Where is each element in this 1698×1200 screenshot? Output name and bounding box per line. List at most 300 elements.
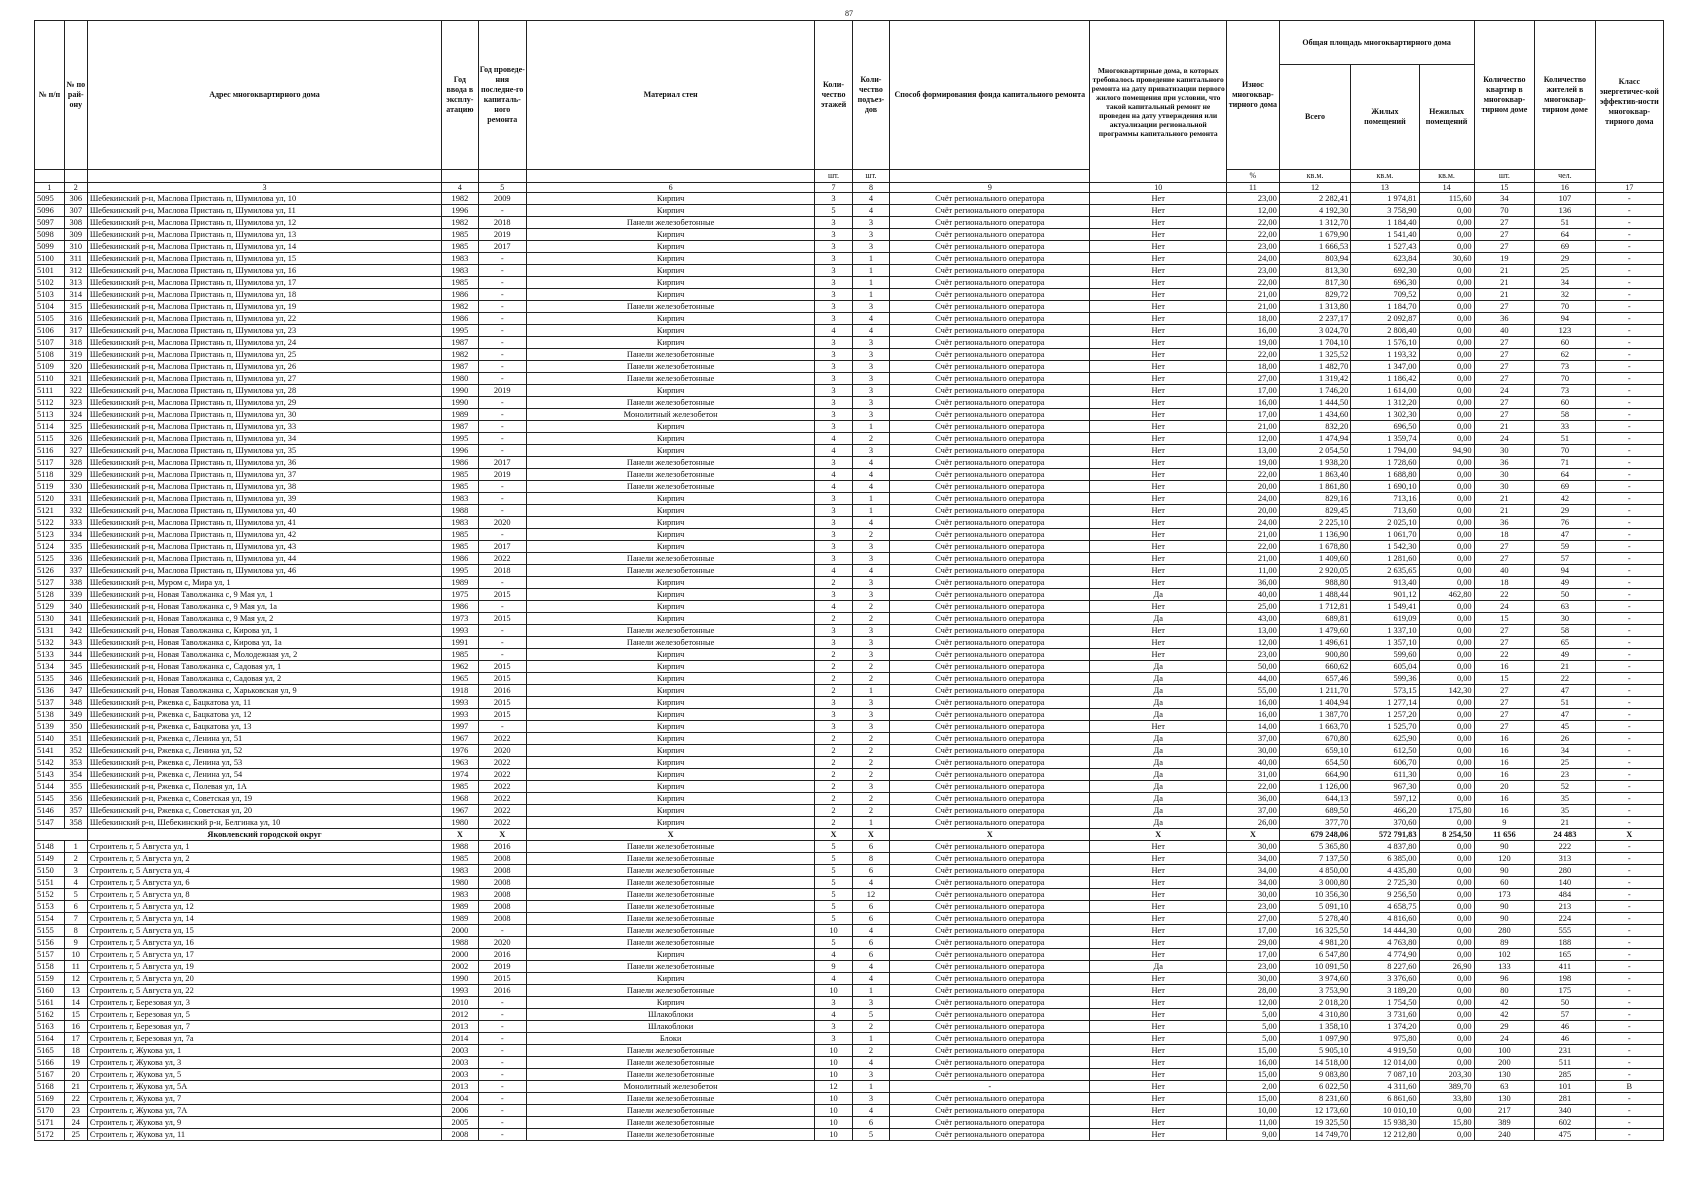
cell-repair-required: Нет [1090,289,1226,301]
cell-wall-material: Кирпич [526,577,814,589]
col-header-fund-method: Способ формирования фонда капитального ремонта [890,21,1090,170]
cell-residents: 25 [1535,265,1596,277]
cell-area-total: 5 091,10 [1279,901,1351,913]
cell-wear: 10,00 [1226,1105,1279,1117]
cell-address: Шебекинский р-н, Новая Таволжанка с, Садовая ул, 2 [87,673,441,685]
cell-fund-method: Счёт регионального оператора [890,637,1090,649]
unit-floors: шт. [815,170,852,183]
cell-last-repair: - [478,313,526,325]
cell-row-num: 5143 [35,769,65,781]
cell-address: Строитель г, 5 Августа ул, 2 [87,853,441,865]
cell-area-living: 4 816,60 [1351,913,1419,925]
cell-area-living: 619,09 [1351,613,1419,625]
cell-last-repair: 2022 [478,757,526,769]
cell-area-living: 12 014,00 [1351,1057,1419,1069]
cell-energy-class: - [1595,709,1663,721]
cell-row-num: 5129 [35,601,65,613]
cell-wall-material: Кирпич [526,709,814,721]
table-row [35,1081,1664,1093]
table-row [35,709,1664,721]
cell-floors: 3 [815,721,852,733]
column-number: 14 [1419,183,1474,193]
cell-address: Строитель г, Жукова ул, 9 [87,1117,441,1129]
cell-area-living: 1 525,70 [1351,721,1419,733]
cell-address: Шебекинский р-н, Маслова Пристань п, Шумилова ул, 28 [87,385,441,397]
cell-address: Шебекинский р-н, Маслова Пристань п, Шумилова ул, 37 [87,469,441,481]
cell-area-total: 1 313,80 [1279,301,1351,313]
cell-district-num: 315 [64,301,87,313]
cell-fund-method: Счёт регионального оператора [890,1069,1090,1081]
cell-wall-material: Панели железобетонные [526,481,814,493]
cell-wear: 29,00 [1226,937,1279,949]
cell-district-num: 330 [64,481,87,493]
table-row [35,445,1664,457]
column-number: 13 [1351,183,1419,193]
cell-area-living: 1 184,40 [1351,217,1419,229]
cell-district-num: 14 [64,997,87,1009]
cell-area-nonliving: 0,00 [1419,457,1474,469]
cell-floors: 4 [815,949,852,961]
cell-last-repair: 2016 [478,841,526,853]
cell-entrances: 3 [852,385,889,397]
cell-wear: 23,00 [1226,193,1279,205]
cell-row-num: 5141 [35,745,65,757]
cell-district-num: 351 [64,733,87,745]
cell-row-num: 5139 [35,721,65,733]
cell-row-num: 5138 [35,709,65,721]
section-x: X [1595,829,1663,841]
cell-area-nonliving: 0,00 [1419,1021,1474,1033]
cell-residents: 23 [1535,769,1596,781]
cell-repair-required: Нет [1090,529,1226,541]
cell-last-repair: - [478,409,526,421]
cell-flats: 19 [1474,253,1535,265]
cell-year-built: 1985 [442,277,478,289]
cell-row-num: 5134 [35,661,65,673]
cell-row-num: 5116 [35,445,65,457]
cell-district-num: 9 [64,937,87,949]
table-row [35,877,1664,889]
cell-wall-material: Панели железобетонные [526,961,814,973]
cell-year-built: 1987 [442,421,478,433]
cell-area-total: 1 409,60 [1279,553,1351,565]
cell-year-built: 2013 [442,1021,478,1033]
cell-repair-required: Нет [1090,301,1226,313]
cell-wall-material: Кирпич [526,517,814,529]
cell-district-num: 332 [64,505,87,517]
cell-year-built: 1987 [442,337,478,349]
cell-area-nonliving: 142,30 [1419,685,1474,697]
cell-last-repair: - [478,361,526,373]
cell-row-num: 5156 [35,937,65,949]
cell-area-living: 4 763,80 [1351,937,1419,949]
cell-wall-material: Панели железобетонные [526,625,814,637]
cell-flats: 173 [1474,889,1535,901]
cell-entrances: 1 [852,985,889,997]
cell-last-repair: 2017 [478,541,526,553]
cell-floors: 10 [815,1117,852,1129]
cell-repair-required: Нет [1090,421,1226,433]
cell-floors: 2 [815,793,852,805]
cell-area-nonliving: 0,00 [1419,409,1474,421]
table-row [35,1093,1664,1105]
cell-area-living: 2 025,10 [1351,517,1419,529]
cell-district-num: 15 [64,1009,87,1021]
cell-fund-method: Счёт регионального оператора [890,565,1090,577]
table-row [35,853,1664,865]
cell-district-num: 17 [64,1033,87,1045]
cell-fund-method: Счёт регионального оператора [890,781,1090,793]
cell-flats: 40 [1474,325,1535,337]
cell-energy-class: В [1595,1081,1663,1093]
cell-area-living: 597,12 [1351,793,1419,805]
cell-flats: 21 [1474,277,1535,289]
cell-energy-class: - [1595,817,1663,829]
section-x: X [478,829,526,841]
cell-fund-method: Счёт регионального оператора [890,277,1090,289]
cell-wear: 23,00 [1226,961,1279,973]
cell-district-num: 345 [64,661,87,673]
cell-residents: 484 [1535,889,1596,901]
cell-entrances: 2 [852,433,889,445]
cell-wall-material: Кирпич [526,493,814,505]
cell-energy-class: - [1595,961,1663,973]
cell-district-num: 338 [64,577,87,589]
cell-floors: 2 [815,673,852,685]
column-number: 4 [442,183,478,193]
cell-year-built: 1983 [442,493,478,505]
cell-entrances: 2 [852,601,889,613]
cell-area-nonliving: 0,00 [1419,781,1474,793]
cell-fund-method: Счёт регионального оператора [890,541,1090,553]
cell-district-num: 314 [64,289,87,301]
cell-row-num: 5111 [35,385,65,397]
cell-flats: 18 [1474,529,1535,541]
cell-flats: 22 [1474,649,1535,661]
cell-area-nonliving: 0,00 [1419,505,1474,517]
cell-wear: 16,00 [1226,325,1279,337]
cell-last-repair: 2022 [478,805,526,817]
cell-last-repair: 2020 [478,937,526,949]
cell-floors: 2 [815,613,852,625]
cell-year-built: 1976 [442,745,478,757]
cell-fund-method: Счёт регионального оператора [890,289,1090,301]
table-row [35,373,1664,385]
cell-repair-required: Нет [1090,1081,1226,1093]
cell-repair-required: Нет [1090,1057,1226,1069]
cell-wall-material: Панели железобетонные [526,1093,814,1105]
cell-row-num: 5132 [35,637,65,649]
cell-wall-material: Кирпич [526,781,814,793]
cell-wall-material: Кирпич [526,697,814,709]
cell-residents: 71 [1535,457,1596,469]
cell-area-total: 14 749,70 [1279,1129,1351,1141]
cell-area-total: 5 278,40 [1279,913,1351,925]
cell-year-built: 1988 [442,937,478,949]
cell-wear: 20,00 [1226,505,1279,517]
cell-floors: 3 [815,193,852,205]
cell-wall-material: Кирпич [526,337,814,349]
cell-wear: 12,00 [1226,637,1279,649]
cell-flats: 120 [1474,853,1535,865]
cell-repair-required: Нет [1090,1033,1226,1045]
unit-total: кв.м. [1279,170,1351,183]
cell-area-total: 377,70 [1279,817,1351,829]
cell-area-total: 1 387,70 [1279,709,1351,721]
cell-fund-method: Счёт регионального оператора [890,805,1090,817]
cell-residents: 136 [1535,205,1596,217]
cell-address: Строитель г, 5 Августа ул, 19 [87,961,441,973]
cell-area-living: 6 385,00 [1351,853,1419,865]
cell-area-total: 1 678,80 [1279,541,1351,553]
cell-floors: 3 [815,217,852,229]
cell-area-living: 2 635,65 [1351,565,1419,577]
cell-year-built: 1997 [442,721,478,733]
cell-residents: 22 [1535,673,1596,685]
cell-wall-material: Кирпич [526,793,814,805]
cell-district-num: 326 [64,433,87,445]
cell-district-num: 358 [64,817,87,829]
cell-fund-method: Счёт регионального оператора [890,469,1090,481]
cell-address: Шебекинский р-н, Маслова Пристань п, Шумилова ул, 36 [87,457,441,469]
col-header-area-living: Жилых помещений [1351,65,1419,170]
cell-year-built: 1975 [442,589,478,601]
cell-entrances: 2 [852,529,889,541]
cell-residents: 29 [1535,253,1596,265]
cell-wear: 17,00 [1226,385,1279,397]
cell-area-living: 599,60 [1351,649,1419,661]
cell-residents: 285 [1535,1069,1596,1081]
cell-area-living: 14 444,30 [1351,925,1419,937]
cell-row-num: 5161 [35,997,65,1009]
cell-area-living: 7 087,10 [1351,1069,1419,1081]
cell-fund-method: Счёт регионального оператора [890,1093,1090,1105]
cell-last-repair: - [478,289,526,301]
cell-last-repair: 2019 [478,385,526,397]
cell-area-living: 1 184,70 [1351,301,1419,313]
cell-area-total: 5 905,10 [1279,1045,1351,1057]
cell-area-nonliving: 0,00 [1419,493,1474,505]
cell-repair-required: Нет [1090,409,1226,421]
cell-fund-method: Счёт регионального оператора [890,1009,1090,1021]
cell-repair-required: Нет [1090,241,1226,253]
table-row [35,925,1664,937]
cell-row-num: 5099 [35,241,65,253]
cell-row-num: 5159 [35,973,65,985]
cell-district-num: 16 [64,1021,87,1033]
cell-year-built: 1995 [442,565,478,577]
cell-year-built: 1983 [442,253,478,265]
cell-wall-material: Кирпич [526,385,814,397]
cell-last-repair: - [478,1117,526,1129]
cell-entrances: 6 [852,937,889,949]
cell-entrances: 4 [852,1105,889,1117]
cell-area-total: 4 310,80 [1279,1009,1351,1021]
cell-repair-required: Нет [1090,361,1226,373]
cell-district-num: 350 [64,721,87,733]
table-row [35,637,1664,649]
cell-flats: 16 [1474,733,1535,745]
cell-area-living: 573,15 [1351,685,1419,697]
cell-last-repair: - [478,1129,526,1141]
section-x: X [890,829,1090,841]
cell-repair-required: Да [1090,817,1226,829]
cell-fund-method: Счёт регионального оператора [890,1057,1090,1069]
section-living-area: 572 791,83 [1351,829,1419,841]
cell-area-total: 6 022,50 [1279,1081,1351,1093]
cell-last-repair: 2022 [478,817,526,829]
column-number: 9 [890,183,1090,193]
cell-residents: 25 [1535,757,1596,769]
cell-entrances: 4 [852,205,889,217]
col-header-last-repair: Год проведе-ния последне-го капиталь-ного ремонта [478,21,526,170]
cell-energy-class: - [1595,973,1663,985]
cell-entrances: 3 [852,301,889,313]
cell-address: Шебекинский р-н, Маслова Пристань п, Шумилова ул, 10 [87,193,441,205]
column-number: 2 [64,183,87,193]
cell-repair-required: Да [1090,805,1226,817]
table-row [35,409,1664,421]
cell-year-built: 1985 [442,781,478,793]
cell-last-repair: 2022 [478,553,526,565]
cell-floors: 2 [815,661,852,673]
cell-area-living: 696,50 [1351,421,1419,433]
cell-wear: 22,00 [1226,277,1279,289]
cell-last-repair: - [478,397,526,409]
cell-area-living: 2 808,40 [1351,325,1419,337]
cell-address: Шебекинский р-н, Новая Таволжанка с, Молодежная ул, 2 [87,649,441,661]
cell-year-built: 1918 [442,685,478,697]
cell-floors: 4 [815,433,852,445]
column-number: 15 [1474,183,1535,193]
cell-address: Строитель г, 5 Августа ул, 1 [87,841,441,853]
cell-area-total: 3 753,90 [1279,985,1351,997]
column-number: 10 [1090,183,1226,193]
cell-fund-method: Счёт регионального оператора [890,385,1090,397]
cell-repair-required: Нет [1090,877,1226,889]
cell-address: Строитель г, 5 Августа ул, 8 [87,889,441,901]
cell-address: Строитель г, Жукова ул, 1 [87,1045,441,1057]
cell-entrances: 3 [852,553,889,565]
cell-entrances: 2 [852,805,889,817]
cell-area-nonliving: 0,00 [1419,385,1474,397]
cell-row-num: 5101 [35,265,65,277]
cell-year-built: 1985 [442,529,478,541]
cell-wear: 18,00 [1226,313,1279,325]
cell-fund-method: Счёт регионального оператора [890,1021,1090,1033]
cell-energy-class: - [1595,601,1663,613]
cell-address: Строитель г, Березовая ул, 3 [87,997,441,1009]
cell-area-total: 6 547,80 [1279,949,1351,961]
cell-repair-required: Нет [1090,721,1226,733]
cell-flats: 27 [1474,349,1535,361]
cell-wall-material: Панели железобетонные [526,865,814,877]
cell-residents: 60 [1535,397,1596,409]
cell-last-repair: 2022 [478,733,526,745]
cell-row-num: 5149 [35,853,65,865]
cell-entrances: 12 [852,889,889,901]
cell-address: Шебекинский р-н, Маслова Пристань п, Шумилова ул, 39 [87,493,441,505]
cell-wall-material: Панели железобетонные [526,217,814,229]
cell-area-living: 4 311,60 [1351,1081,1419,1093]
cell-residents: 59 [1535,541,1596,553]
cell-area-nonliving: 0,00 [1419,721,1474,733]
cell-district-num: 325 [64,421,87,433]
cell-area-living: 625,90 [1351,733,1419,745]
cell-fund-method: Счёт регионального оператора [890,529,1090,541]
cell-wall-material: Шлакоблоки [526,1009,814,1021]
cell-residents: 511 [1535,1057,1596,1069]
cell-area-nonliving: 462,80 [1419,589,1474,601]
cell-area-total: 4 192,30 [1279,205,1351,217]
cell-wear: 23,00 [1226,241,1279,253]
cell-fund-method: Счёт регионального оператора [890,889,1090,901]
cell-address: Шебекинский р-н, Ржевка с, Ленина ул, 52 [87,745,441,757]
cell-floors: 4 [815,565,852,577]
cell-fund-method: Счёт регионального оператора [890,937,1090,949]
cell-flats: 280 [1474,925,1535,937]
cell-area-total: 654,50 [1279,757,1351,769]
cell-area-total: 12 173,60 [1279,1105,1351,1117]
col-header-floors: Коли-чество этажей [815,21,852,170]
cell-area-living: 913,40 [1351,577,1419,589]
cell-energy-class: - [1595,589,1663,601]
table-row [35,205,1664,217]
cell-address: Строитель г, 5 Августа ул, 4 [87,865,441,877]
cell-row-num: 5105 [35,313,65,325]
cell-last-repair: 2022 [478,781,526,793]
cell-residents: 51 [1535,697,1596,709]
cell-row-num: 5130 [35,613,65,625]
cell-area-living: 1 061,70 [1351,529,1419,541]
cell-flats: 24 [1474,601,1535,613]
cell-area-living: 975,80 [1351,1033,1419,1045]
cell-wear: 14,00 [1226,721,1279,733]
cell-area-total: 1 938,20 [1279,457,1351,469]
cell-row-num: 5164 [35,1033,65,1045]
cell-district-num: 317 [64,325,87,337]
cell-area-nonliving: 0,00 [1419,541,1474,553]
cell-floors: 2 [815,817,852,829]
cell-entrances: 1 [852,685,889,697]
cell-district-num: 310 [64,241,87,253]
unit-flats: шт. [1474,170,1535,183]
cell-repair-required: Нет [1090,505,1226,517]
cell-energy-class: - [1595,457,1663,469]
cell-area-nonliving: 0,00 [1419,301,1474,313]
cell-address: Строитель г, Березовая ул, 7а [87,1033,441,1045]
cell-area-total: 1 663,70 [1279,721,1351,733]
cell-entrances: 3 [852,721,889,733]
cell-area-total: 1 358,10 [1279,1021,1351,1033]
cell-area-total: 2 018,20 [1279,997,1351,1009]
table-row [35,613,1664,625]
cell-area-total: 1 136,90 [1279,529,1351,541]
cell-energy-class: - [1595,745,1663,757]
cell-fund-method: Счёт регионального оператора [890,865,1090,877]
cell-area-nonliving: 0,00 [1419,793,1474,805]
cell-repair-required: Да [1090,733,1226,745]
cell-entrances: 5 [852,1009,889,1021]
cell-wall-material: Кирпич [526,505,814,517]
cell-area-living: 1 281,60 [1351,553,1419,565]
cell-year-built: 1986 [442,457,478,469]
cell-year-built: 2014 [442,1033,478,1045]
cell-last-repair: 2016 [478,949,526,961]
cell-address: Строитель г, Жукова ул, 11 [87,1129,441,1141]
cell-row-num: 5146 [35,805,65,817]
col-header-total-area: Общая площадь многоквартирного дома [1279,21,1474,65]
